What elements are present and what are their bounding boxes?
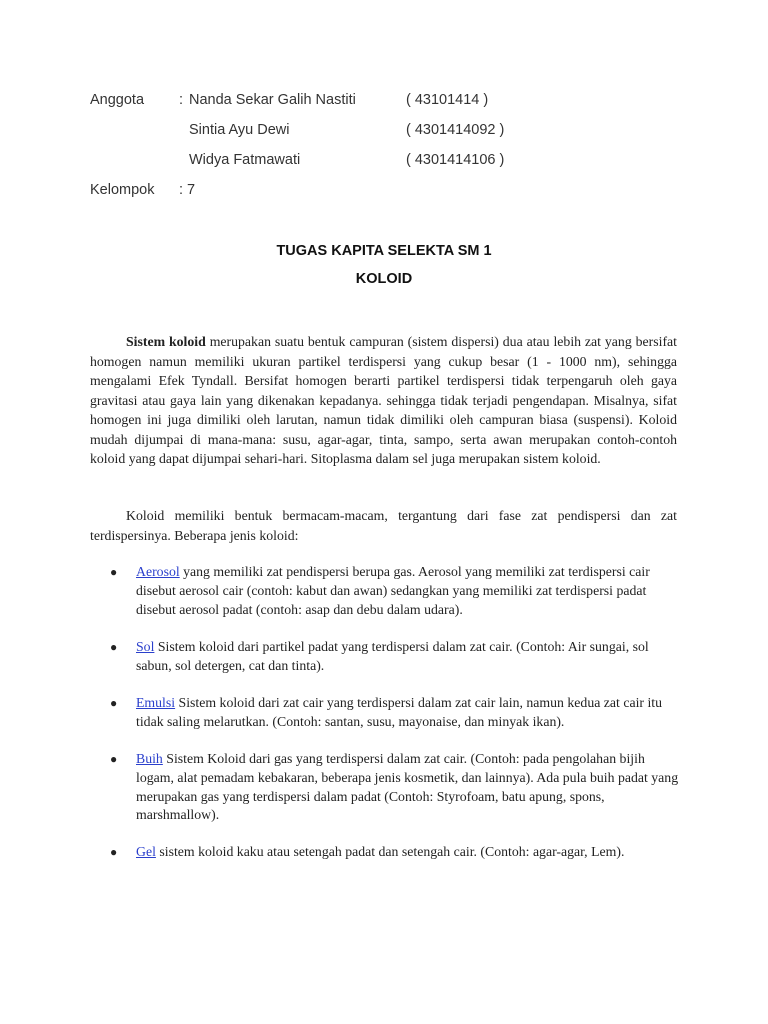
term-link-aerosol[interactable]: Aerosol (136, 564, 180, 579)
paragraph-text: merupakan suatu bentuk campuran (sistem dispersi) dua atau lebih zat yang bersifat homogen namun memiliki ukuran partikel terdispersi yang cukup besar (1 - 1000 nm), sehingga mengalami Efek Tyndall. Bersifat homogen berarti partikel terdispersi tidak terpengaruh oleh gaya gravitasi atau gaya lain yang dikenakan kepadanya. sehingga tidak terjadi pengendapan. Misalnya, sifat homogen ini juga dimiliki oleh larutan, namun tidak dimiliki oleh campuran biasa (suspensi). Koloid mudah dijumpai di mana-mana: susu, agar-agar, tinta, sampo, serta awan merupakan contoh-contoh koloid yang dapat dijumpai sehari-hari. Sitoplasma dalam sel juga merupakan sistem koloid. (90, 334, 677, 466)
member-name: Widya Fatmawati (189, 152, 301, 168)
list-item-text (136, 694, 680, 732)
term-description: Sistem Koloid dari gas yang terdispersi dalam zat cair. (Contoh: pada pengolahan bijih logam, alat pemadam kebakaran, beberapa jenis kosmetik, dan lainnya). Ada pula buih padat yang merupakan gas yang terdispersi dalam padat (Contoh: Styrofoam, batu apung, spons, marshmallow). (136, 751, 679, 823)
members-colon: : (179, 92, 184, 108)
member-nim: ( 4301414092 ) (406, 122, 505, 138)
list-item-text (136, 750, 680, 825)
group-label: Kelompok (90, 182, 155, 198)
page-title: TUGAS KAPITA SELEKTA SM 1 (276, 243, 492, 259)
term-link-gel[interactable]: Gel (136, 844, 156, 859)
bullet-icon: ● (110, 752, 118, 766)
page-subtitle: KOLOID (355, 271, 413, 287)
term-description: yang memiliki zat pendispersi berupa gas. Aerosol yang memiliki zat terdispersi cair disebut aerosol cair (contoh: kabut dan awan) sedangkan yang memiliki zat terdispersi padat disebut aerosol padat (contoh: asap dan debu dalam udara). (136, 564, 650, 617)
bullet-icon: ● (110, 696, 118, 710)
member-nim: ( 4301414106 ) (406, 152, 505, 168)
bullet-icon: ● (110, 640, 118, 654)
term-description: Sistem koloid dari zat cair yang terdispersi dalam zat cair lain, namun kedua zat cair itu tidak saling melarutkan. (Contoh: santan, susu, mayonaise, dan minyak ikan). (136, 695, 663, 729)
members-label: Anggota (90, 92, 145, 108)
list-item-text (136, 843, 680, 862)
term-link-buih[interactable]: Buih (136, 751, 163, 766)
term-link-sol[interactable]: Sol (136, 639, 155, 654)
term-description: sistem koloid kaku atau setengah padat dan setengah cair. (Contoh: agar-agar, Lem). (155, 844, 625, 859)
list-item-text (136, 563, 680, 619)
member-name: Nanda Sekar Galih Nastiti (189, 92, 356, 108)
term-link-emulsi[interactable]: Emulsi (136, 695, 176, 710)
member-nim: ( 43101414 ) (406, 92, 489, 108)
member-name: Sintia Ayu Dewi (189, 122, 290, 138)
intro-paragraph (90, 332, 677, 469)
bullet-icon: ● (110, 565, 118, 579)
types-intro-paragraph (90, 506, 677, 545)
list-item-text (136, 638, 680, 676)
term-description: Sistem koloid dari partikel padat yang terdispersi dalam zat cair. (Contoh: Air sungai, sol sabun, sol detergen, cat dan tinta). (136, 639, 649, 673)
paragraph-bold-term: Sistem koloid (126, 334, 206, 349)
bullet-icon: ● (110, 845, 118, 859)
paragraph-text: Koloid memiliki bentuk bermacam-macam, tergantung dari fase zat pendispersi dan zat terdispersinya. Beberapa jenis koloid: (90, 508, 677, 543)
group-value: : 7 (179, 182, 196, 198)
